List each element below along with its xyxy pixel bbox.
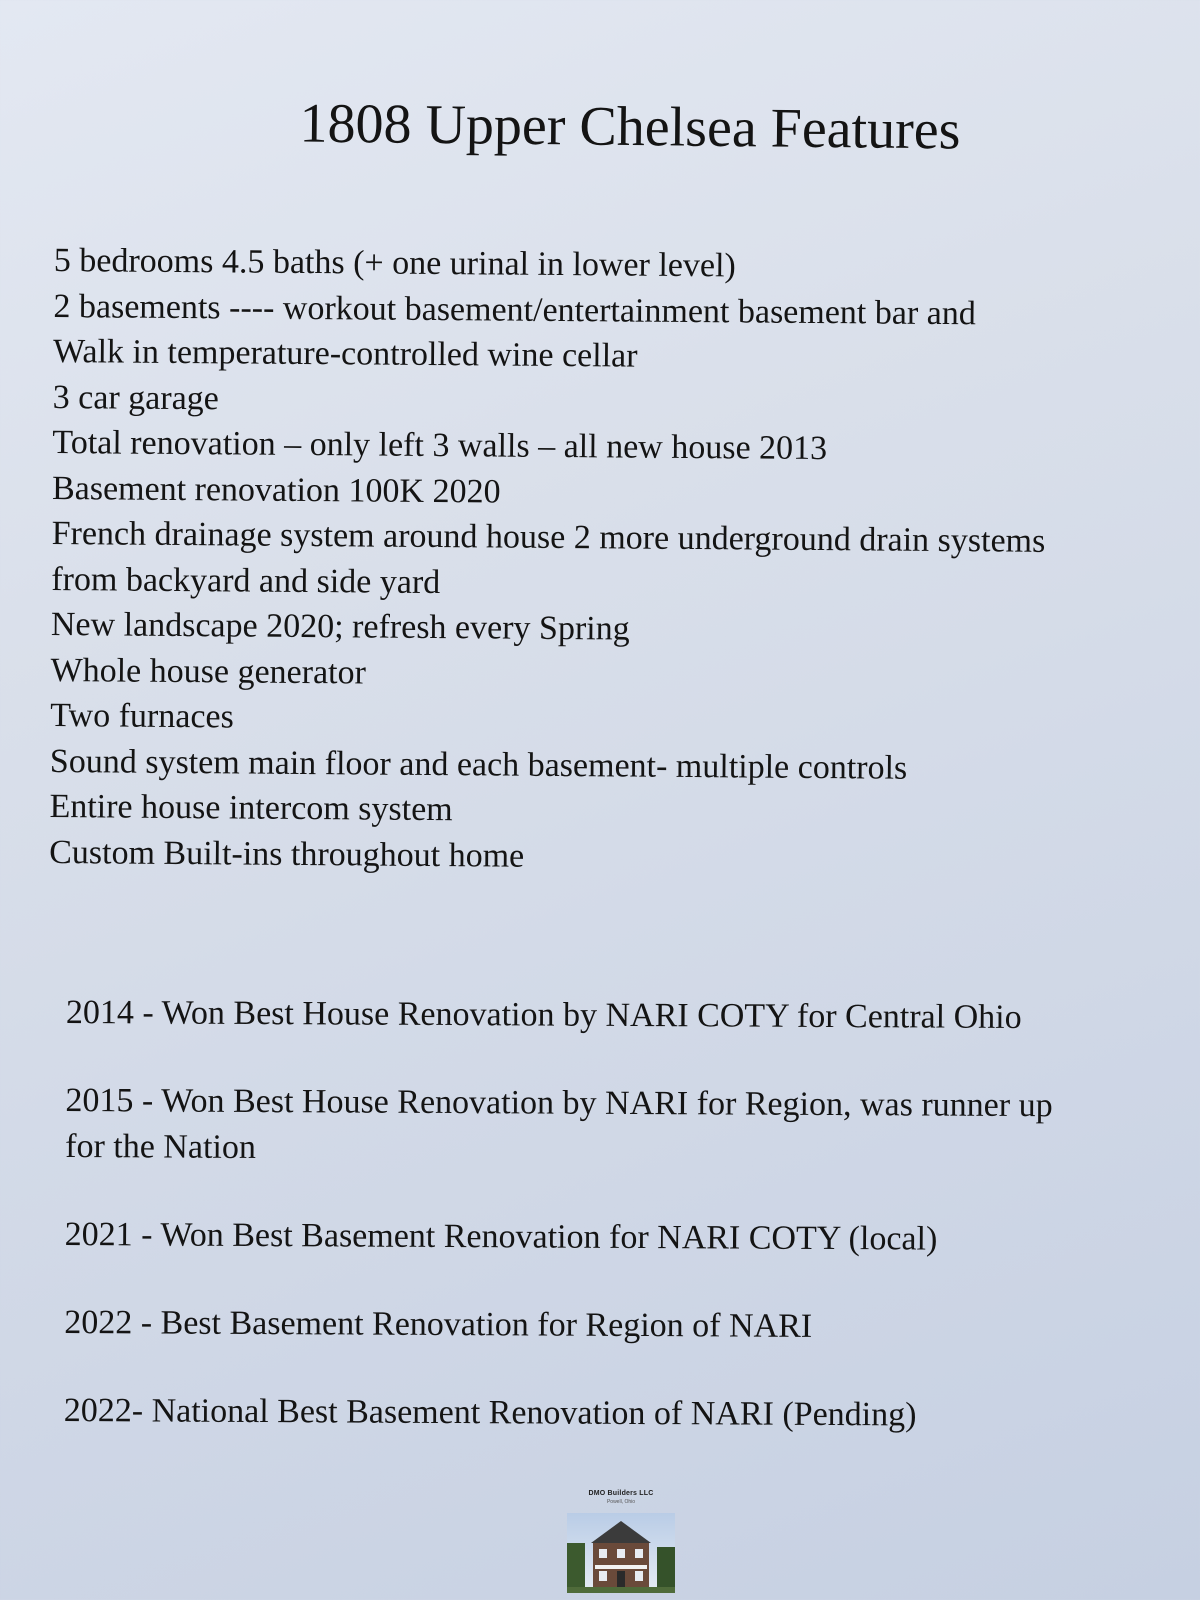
award-text: 2022 - Best Basement Renovation for Region of NARI [64,1303,813,1345]
award-text: 2021 - Won Best Basement Renovation for NARI COTY (local) [64,1215,938,1258]
award-item [64,1388,1194,1440]
company-logo [566,1490,676,1593]
award-text: 2015 - Won Best House Renovation by NARI for Region, was runner up [65,1081,1053,1125]
feature-item: Sound system main floor and each basement- multiple controls [49,742,908,787]
feature-list [49,238,1194,884]
house-photo-image [567,1513,675,1593]
award-text-continued: for the Nation [65,1127,256,1166]
feature-item: Entire house intercom system [49,787,453,829]
feature-item: Basement renovation 100K 2020 [51,469,501,511]
feature-item: 3 car garage [52,378,220,417]
award-text: 2014 - Won Best House Renovation by NARI COTY for Central Ohio [65,993,1022,1037]
feature-item: Two furnaces [50,696,234,736]
award-item [64,1300,1194,1352]
award-item [65,1078,1195,1176]
awards-section [63,990,1196,1482]
feature-item: Total renovation – only left 3 walls – all new house 2013 [52,423,828,468]
feature-item: 2 basements ---- workout basement/entertainment basement bar and [53,287,976,332]
award-text: 2022- National Best Basement Renovation of NARI (Pending) [63,1391,917,1434]
feature-item: 5 bedrooms 4.5 baths (+ one urinal in lower level) [53,241,736,285]
logo-subtitle: Powell, Ohio [606,1499,636,1505]
logo-company-name: DMO Builders LLC [588,1490,654,1497]
feature-item: Walk in temperature-controlled wine cellar [52,332,638,375]
feature-item: New landscape 2020; refresh every Spring [50,605,630,648]
award-item [65,1212,1195,1264]
feature-item: from backyard and side yard [51,560,441,601]
feature-item: Custom Built-ins throughout home [49,833,525,875]
feature-item: Whole house generator [50,651,367,691]
feature-item: French drainage system around house 2 more underground drain systems [51,514,1046,560]
page-title: 1808 Upper Chelsea Features [299,92,961,162]
award-item [66,990,1196,1042]
